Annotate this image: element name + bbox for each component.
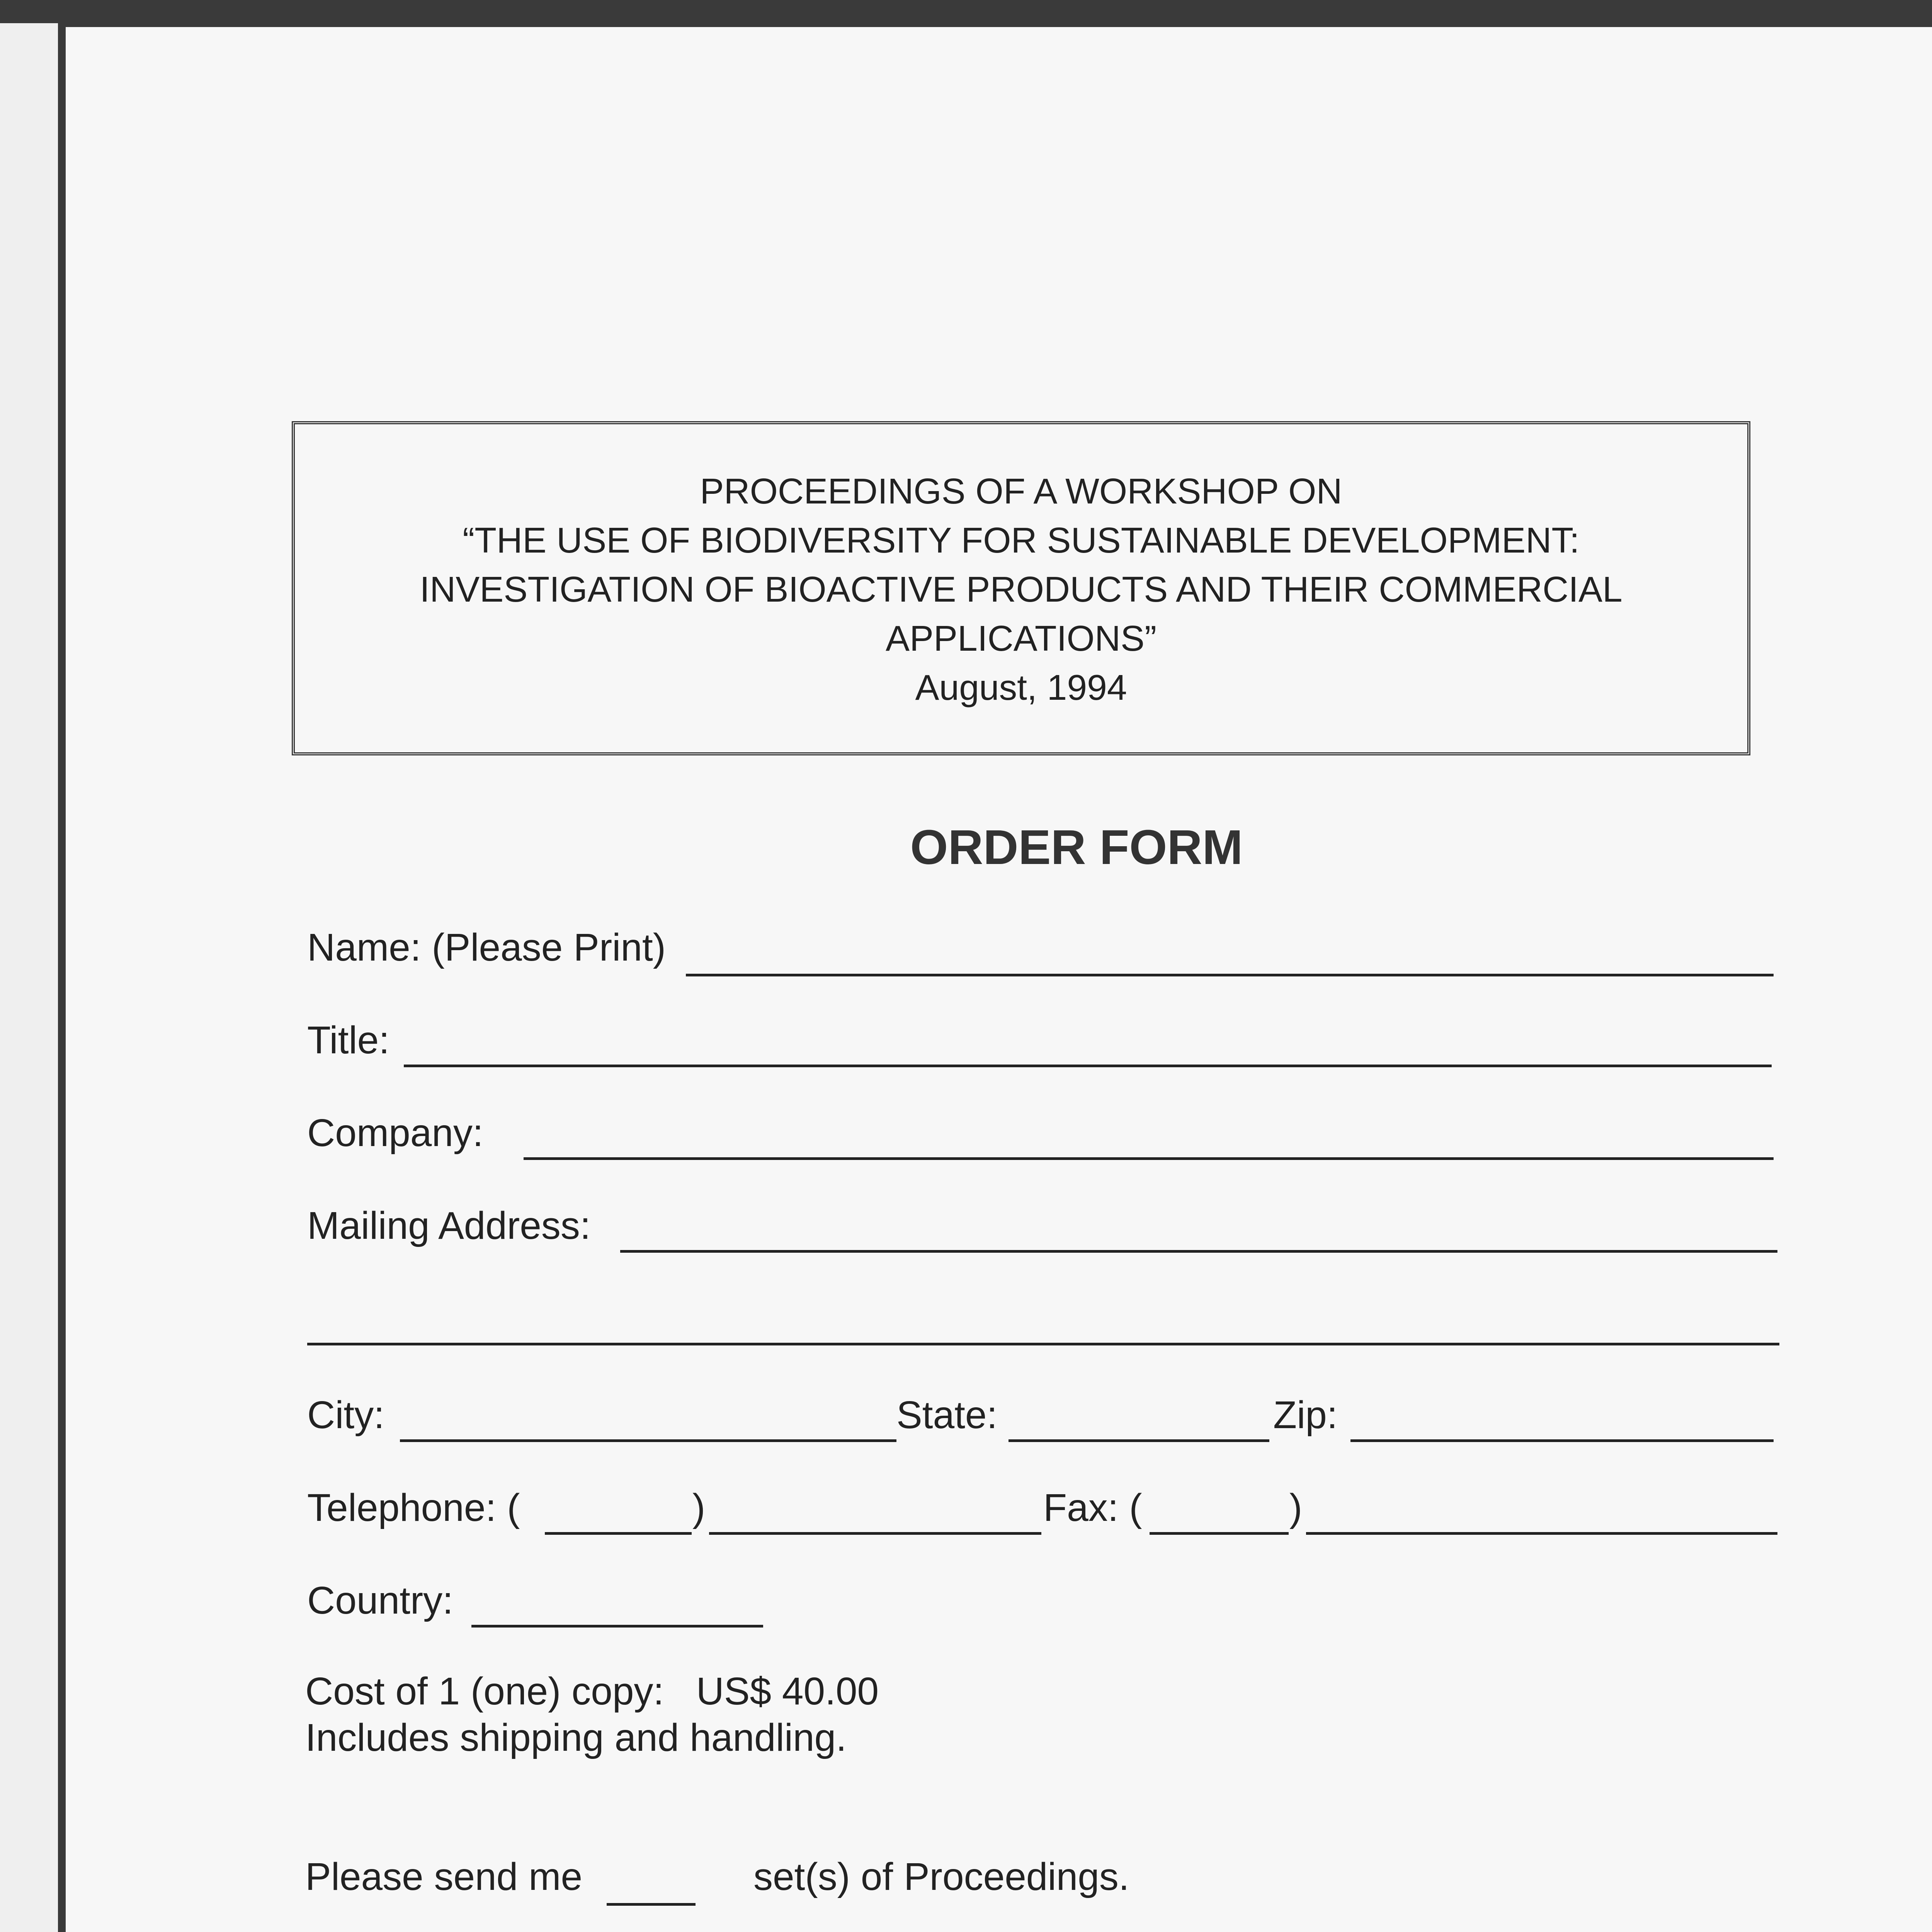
telephone-label: Telephone: ( (307, 1486, 520, 1529)
header-line-4: APPLICATIONS” (885, 618, 1157, 658)
country-label: Country: (307, 1579, 453, 1622)
name-field[interactable] (686, 974, 1774, 976)
title-field[interactable] (404, 1065, 1772, 1067)
telephone-area-code-field[interactable] (545, 1532, 692, 1535)
sets-quantity-field[interactable] (607, 1903, 696, 1906)
fax-number-field[interactable] (1306, 1532, 1777, 1535)
company-label: Company: (307, 1111, 483, 1155)
proceedings-header-box (292, 421, 1750, 755)
mailing-address-field[interactable] (620, 1250, 1777, 1253)
company-field[interactable] (524, 1157, 1774, 1160)
country-field[interactable] (471, 1625, 763, 1628)
telephone-paren-close: ) (692, 1486, 706, 1529)
state-label: State: (896, 1393, 998, 1437)
cost-line: Cost of 1 (one) copy: US$ 40.00 (305, 1670, 879, 1713)
header-line-3: INVESTIGATION OF BIOACTIVE PRODUCTS AND THEIR COMMERCIAL (420, 569, 1622, 609)
fax-area-code-field[interactable] (1150, 1532, 1289, 1535)
shipping-note: Includes shipping and handling. (305, 1716, 847, 1759)
previous-page-edge (0, 23, 58, 1932)
send-me-label: Please send me (305, 1855, 583, 1898)
mailing-address-field-2[interactable] (307, 1343, 1779, 1345)
header-date: August, 1994 (915, 667, 1127, 707)
fax-label: Fax: ( (1043, 1486, 1142, 1529)
title-label: Title: (307, 1019, 389, 1062)
city-field[interactable] (400, 1439, 896, 1442)
telephone-number-field[interactable] (709, 1532, 1041, 1535)
city-label: City: (307, 1393, 384, 1437)
mailing-address-label: Mailing Address: (307, 1204, 591, 1247)
zip-label: Zip: (1273, 1393, 1338, 1437)
zip-field[interactable] (1350, 1439, 1774, 1442)
name-label: Name: (Please Print) (307, 926, 666, 969)
document-page (66, 27, 1932, 1932)
sets-label: set(s) of Proceedings. (753, 1855, 1129, 1898)
fax-paren-close: ) (1289, 1486, 1303, 1529)
header-line-1: PROCEEDINGS OF A WORKSHOP ON (700, 471, 1342, 511)
header-line-2: “THE USE OF BIODIVERSITY FOR SUSTAINABLE DEVELOPMENT: (463, 520, 1580, 560)
order-form-title: ORDER FORM (910, 820, 1243, 874)
state-field[interactable] (1009, 1439, 1269, 1442)
